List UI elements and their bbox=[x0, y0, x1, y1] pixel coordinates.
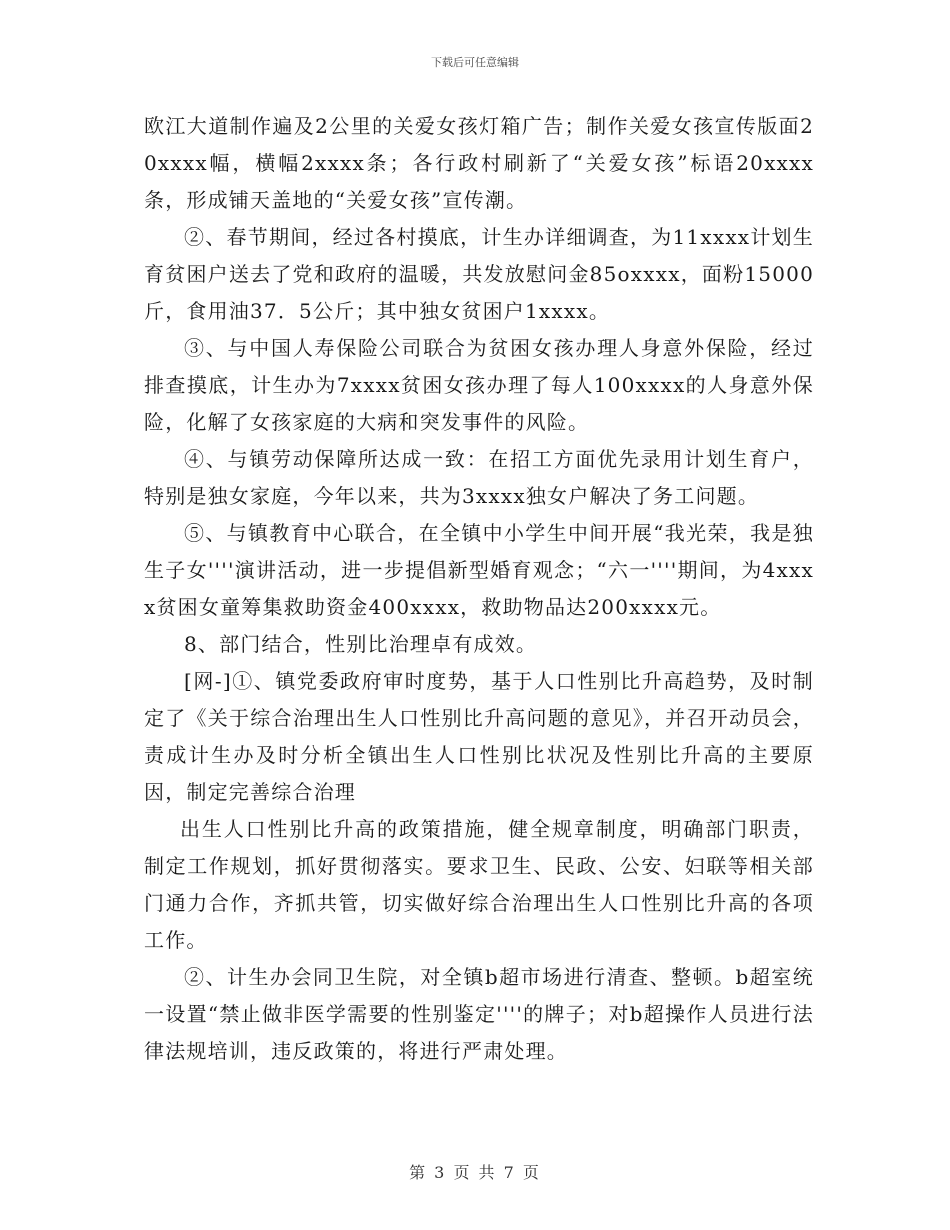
paragraph-5: ⑤、与镇教育中心联合，在全镇中小学生中间开展“我光荣，我是独生子女''''演讲活动，进一步提倡新型婚育观念；“六一''''期间，为4xxxx贫困女童筹集救助资金400xxxx，救助物品达200xxxx元。 bbox=[144, 521, 814, 619]
section-heading-8: 8、部门结合，性别比治理卓有成效。 bbox=[184, 632, 538, 656]
paragraph-2: ②、春节期间，经过各村摸底，计生办详细调查，为11xxxx计划生育贫困户送去了党和政府的温暖，共发放慰问金85oxxxx，面粉15000斤，食用油37．5公斤；其中独女贫困户1xxxx。 bbox=[144, 225, 814, 323]
paragraph-4: ④、与镇劳动保障所达成一致：在招工方面优先录用计划生育户，特别是独女家庭，今年以来，共为3xxxx独女户解决了务工问题。 bbox=[144, 447, 814, 508]
paragraph-3: ③、与中国人寿保险公司联合为贫困女孩办理人身意外保险，经过排查摸底，计生办为7xxxx贫困女孩办理了每人100xxxx的人身意外保险，化解了女孩家庭的大病和突发事件的风险。 bbox=[144, 336, 814, 434]
paragraph-7: 出生人口性别比升高的政策措施，健全规章制度，明确部门职责，制定工作规划，抓好贯彻落实。要求卫生、民政、公安、妇联等相关部门通力合作，齐抓共管，切实做好综合治理出生人口性别比升高的各项工作。 bbox=[144, 817, 814, 952]
paragraph-8: ②、计生办会同卫生院，对全镇b超市场进行清查、整顿。b超室统一设置“禁止做非医学需要的性别鉴定''''的牌子；对b超操作人员进行法律法规培训，违反政策的，将进行严肃处理。 bbox=[144, 965, 814, 1063]
paragraph-6: [网-]①、镇党委政府审时度势，基于人口性别比升高趋势，及时制定了《关于综合治理出生人口性别比升高问题的意见》，并召开动员会，责成计生办及时分析全镇出生人口性别比状况及性别比升高的主要原因，制定完善综合治理 bbox=[144, 669, 814, 804]
page-header: 下载后可任意编辑 bbox=[431, 56, 519, 69]
document-body bbox=[144, 108, 814, 1070]
paragraph-1: 欧江大道制作遍及2公里的关爱女孩灯箱广告；制作关爱女孩宣传版面20xxxx幅，横幅2xxxx条；各行政村刷新了“关爱女孩”标语20xxxx条，形成铺天盖地的“关爱女孩”宣传潮。 bbox=[144, 114, 814, 212]
page-number-footer: 第 3 页 共 7 页 bbox=[409, 1163, 541, 1182]
